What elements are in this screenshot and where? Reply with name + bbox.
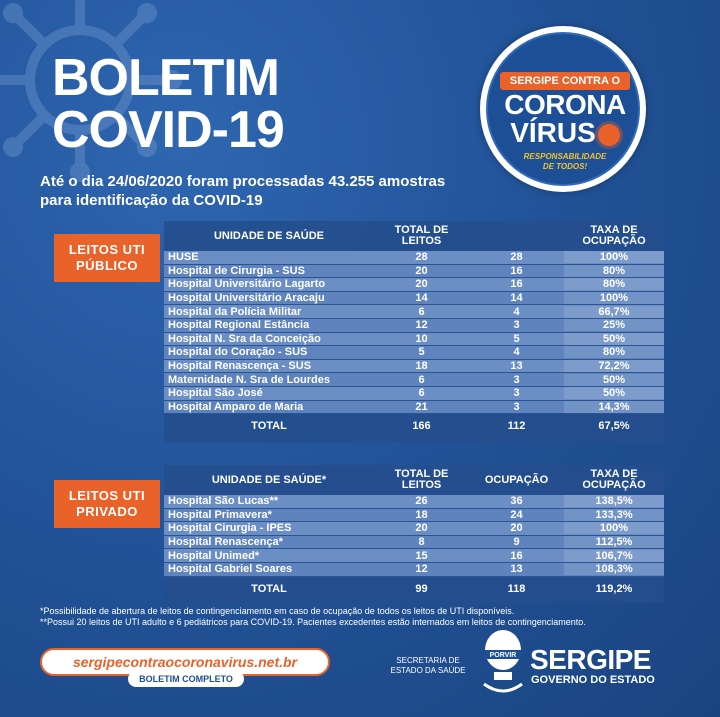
unit-name: Hospital Universitário Lagarto: [168, 278, 326, 291]
occupancy-rate: 72,2%: [564, 360, 664, 372]
badge-virus-row: [488, 118, 642, 148]
sergipe-logo-text: SERGIPE: [530, 644, 651, 675]
table-row: [164, 401, 664, 415]
beds-occupied: 13: [510, 563, 523, 576]
beds-total: 5: [418, 346, 425, 359]
table-row: [164, 360, 664, 374]
unit-name: Hospital Primavera*: [168, 508, 272, 521]
title-line-1: BOLETIM: [52, 49, 279, 107]
occupancy-rate: 80%: [564, 278, 664, 290]
beds-occupied: 4: [513, 346, 520, 359]
unit-name: Hospital Renascença - SUS: [168, 360, 312, 373]
beds-total: 14: [415, 292, 428, 305]
occupancy-rate: 50%: [564, 387, 664, 399]
table-row: [164, 373, 664, 387]
table-row: [164, 305, 664, 319]
total-rate: 119,2%: [595, 582, 633, 595]
beds-occupied: 3: [513, 319, 520, 332]
total-label: TOTAL: [251, 420, 287, 433]
full-bulletin-button[interactable]: BOLETIM COMPLETO: [128, 671, 244, 687]
badge-subtext: [488, 152, 642, 172]
unit-name: Hospital de Cirurgia - SUS: [168, 264, 305, 277]
unit-name: Hospital Regional Estância: [168, 319, 310, 332]
total-label: TOTAL: [251, 582, 287, 595]
title-line-2: COVID-19: [52, 101, 284, 159]
total-rate: 67,5%: [598, 420, 630, 433]
table-row: [164, 522, 664, 536]
badge-subtext-line-1: RESPONSABILIDADE: [523, 152, 607, 161]
header-occupied: OCUPAÇÃO: [484, 473, 549, 486]
occupancy-rate: 14,3%: [564, 401, 664, 413]
beds-occupied: 14: [510, 292, 523, 305]
header-unit: UNIDADE DE SAÚDE*: [211, 473, 327, 486]
beds-total: 18: [415, 508, 428, 521]
occupancy-rate: 138,5%: [564, 495, 664, 507]
beds-total: 20: [415, 278, 428, 291]
state-emblem-icon: [478, 628, 528, 698]
footnote-1: *Possibilidade de abertura de leitos de contingenciamento em caso de ocupação de todos os leitos de UTI disponíveis.: [40, 606, 515, 616]
health-secretariat: [382, 656, 474, 676]
table-row: [164, 319, 664, 333]
badge-top-text: SERGIPE CONTRA O: [500, 72, 630, 90]
occupancy-rate: 106,7%: [564, 550, 664, 562]
beds-total: 21: [415, 400, 428, 413]
occupancy-rate: 25%: [564, 319, 664, 331]
private-table-total: [164, 577, 664, 601]
unit-name: Hospital Amparo de Maria: [168, 400, 304, 413]
occupancy-rate: 50%: [564, 374, 664, 386]
badge-virus-text: VÍRUS: [510, 117, 596, 148]
table-row: [164, 251, 664, 265]
beds-total: 6: [418, 373, 425, 386]
header-total: TOTAL DE LEITOS: [394, 224, 449, 247]
virus-icon: [598, 124, 620, 146]
unit-name: Hospital Renascença*: [168, 536, 283, 549]
private-label-line-2: PRIVADO: [76, 504, 138, 519]
table-row: [164, 387, 664, 401]
table-row: [164, 563, 664, 577]
header-rate: TAXA DE OCUPAÇÃO: [582, 224, 646, 247]
private-table-header: [164, 465, 664, 495]
beds-occupied: 3: [513, 387, 520, 400]
beds-occupied: 5: [513, 332, 520, 345]
table-row: [164, 549, 664, 563]
unit-name: Maternidade N. Sra de Lourdes: [168, 373, 330, 386]
private-table: [164, 465, 664, 603]
total-beds: 99: [415, 582, 428, 595]
beds-occupied: 36: [510, 495, 523, 508]
beds-total: 8: [418, 536, 425, 549]
table-row: [164, 265, 664, 279]
beds-occupied: 16: [510, 278, 523, 291]
unit-name: Hospital do Coração - SUS: [168, 346, 308, 359]
public-label-line-2: PÚBLICO: [76, 258, 138, 273]
beds-occupied: 13: [510, 360, 523, 373]
public-section-label: [54, 234, 160, 282]
badge-subtext-line-2: DE TODOS!: [542, 162, 588, 171]
occupancy-rate: 80%: [564, 265, 664, 277]
table-row: [164, 495, 664, 509]
header-unit: UNIDADE DE SAÚDE: [213, 229, 324, 242]
beds-occupied: 20: [510, 522, 523, 535]
occupancy-rate: 66,7%: [564, 306, 664, 318]
occupancy-rate: 112,5%: [564, 536, 664, 548]
beds-total: 10: [415, 332, 428, 345]
secretariat-line-2: ESTADO DA SAÚDE: [390, 666, 466, 675]
unit-name: Hospital Cirurgia - IPES: [168, 522, 292, 535]
private-table-body: [164, 495, 664, 577]
occupancy-rate: 50%: [564, 333, 664, 345]
public-table-total: [164, 414, 664, 438]
badge-inner: [486, 32, 640, 186]
beds-total: 6: [418, 305, 425, 318]
occupancy-rate: 100%: [564, 292, 664, 304]
beds-occupied: 3: [513, 373, 520, 386]
unit-name: HUSE: [168, 251, 199, 264]
governo-text: GOVERNO DO ESTADO: [531, 674, 655, 686]
table-row: [164, 292, 664, 306]
table-row: [164, 278, 664, 292]
total-beds: 166: [412, 420, 431, 433]
public-table-header: [164, 221, 664, 251]
private-label-line-1: LEITOS UTI: [68, 488, 146, 503]
beds-occupied: 24: [510, 508, 523, 521]
footnotes: [40, 606, 690, 628]
unit-name: Hospital da Polícia Militar: [168, 305, 302, 318]
website-link[interactable]: sergipecontraocoronavirus.net.br: [40, 648, 330, 676]
unit-name: Hospital São José: [168, 387, 263, 400]
emblem-text: PORVIR: [489, 652, 517, 659]
campaign-badge: [480, 26, 646, 192]
beds-total: 12: [415, 319, 428, 332]
beds-occupied: 28: [510, 251, 523, 264]
beds-total: 26: [415, 495, 428, 508]
table-row: [164, 346, 664, 360]
total-occupied: 118: [507, 582, 526, 595]
header-total: TOTAL DE LEITOS: [394, 468, 449, 491]
occupancy-rate: 80%: [564, 346, 664, 358]
badge-corona-text: CORONA: [504, 89, 626, 120]
total-occupied: 112: [507, 420, 526, 433]
unit-name: Hospital São Lucas**: [168, 495, 279, 508]
beds-total: 20: [415, 264, 428, 277]
beds-total: 20: [415, 522, 428, 535]
table-row: [164, 333, 664, 347]
beds-total: 6: [418, 387, 425, 400]
beds-total: 15: [415, 549, 428, 562]
table-row: [164, 509, 664, 523]
beds-occupied: 16: [510, 549, 523, 562]
beds-occupied: 3: [513, 400, 520, 413]
beds-total: 12: [415, 563, 428, 576]
secretariat-line-1: SECRETARIA DE: [396, 656, 460, 665]
occupancy-rate: 100%: [564, 522, 664, 534]
beds-occupied: 9: [513, 536, 520, 549]
public-table: [164, 221, 664, 443]
public-table-body: [164, 251, 664, 414]
occupancy-rate: 108,3%: [564, 563, 664, 575]
unit-name: Hospital N. Sra da Conceição: [168, 332, 321, 345]
page-title: [52, 49, 284, 159]
private-section-label: [54, 480, 160, 528]
unit-name: Hospital Universitário Aracaju: [168, 292, 325, 305]
public-label-line-1: LEITOS UTI: [68, 242, 146, 257]
header-rate: TAXA DE OCUPAÇÃO: [582, 468, 646, 491]
subtitle: Até o dia 24/06/2020 foram processadas 43.255 amostras para identificação da COVID-19: [40, 173, 446, 209]
beds-total: 28: [415, 251, 428, 264]
unit-name: Hospital Gabriel Soares: [168, 563, 293, 576]
beds-occupied: 16: [510, 264, 523, 277]
beds-total: 18: [415, 360, 428, 373]
occupancy-rate: 100%: [564, 251, 664, 263]
beds-occupied: 4: [513, 305, 520, 318]
occupancy-rate: 133,3%: [564, 509, 664, 521]
footnote-2: **Possui 20 leitos de UTI adulto e 6 pediátricos para COVID-19. Pacientes excedentes estão internados em leitos de contingenciamento.: [40, 617, 586, 627]
table-row: [164, 536, 664, 550]
unit-name: Hospital Unimed*: [168, 549, 260, 562]
